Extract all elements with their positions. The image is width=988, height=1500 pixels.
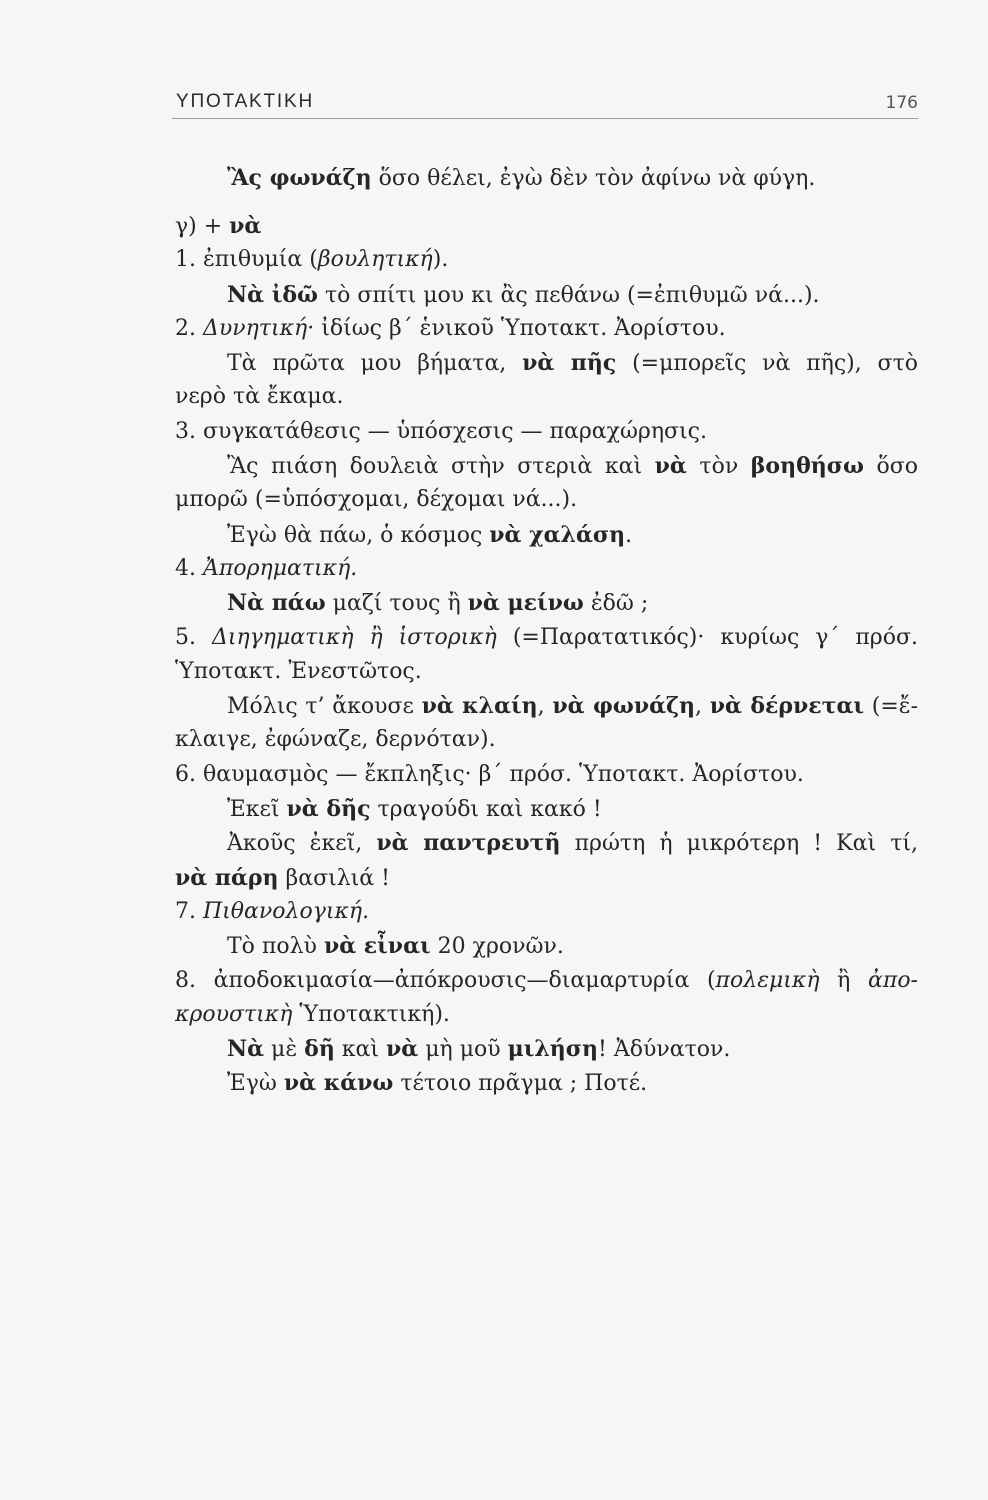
example-sentence	[175, 346, 918, 380]
plain-text: 8. ἀποδοκιμασία—ἀπόκρουσις—διαμαρτυρία (	[175, 967, 716, 993]
list-item-heading	[175, 758, 918, 792]
bold-term: νὰ χαλάση	[489, 521, 626, 548]
plain-text: Τὸ πολὺ	[227, 934, 324, 960]
bold-term: μιλήση	[507, 1036, 598, 1063]
plain-text: Μόλις τ’ ἄκουσε	[227, 694, 422, 720]
bold-term: Νὰ	[227, 1036, 265, 1063]
plain-text: (=Παρατατικός)· κυρίως γ΄ πρόσ.	[496, 624, 918, 650]
plain-text: πρώτη ἡ μικρότερη ! Καὶ τί,	[560, 831, 918, 857]
italic-term: Διηγηματικὴ ἢ ἱστορικὴ	[211, 624, 497, 650]
plain-text: Ἐκεῖ	[227, 797, 287, 823]
plain-text: (=ἔ-	[864, 694, 919, 720]
running-title: ΥΠΟΤΑΚΤΙΚΗ	[176, 91, 314, 112]
list-item-heading	[175, 312, 918, 346]
plain-text: ,	[537, 694, 553, 720]
plain-text: κλαιγε, ἐφώναζε, δερνόταν).	[175, 727, 496, 753]
plain-text: ).	[432, 247, 449, 273]
example-sentence	[175, 518, 918, 552]
bold-term: δῆ	[304, 1036, 335, 1063]
plain-text: Ὑποτακτική).	[292, 1001, 450, 1027]
plain-text: ,	[695, 694, 710, 720]
plain-text: μὴ μοῦ	[418, 1037, 508, 1063]
bold-term: Ἂς φωνάζη	[227, 165, 372, 191]
continued-line	[175, 998, 918, 1032]
plain-text: γ) +	[175, 213, 230, 239]
bold-term: νὰ φωνάζη	[552, 693, 696, 720]
plain-text: καὶ	[334, 1037, 387, 1063]
bold-term: νὰ δέρνεται	[709, 693, 865, 720]
plain-text: 20 χρονῶν.	[430, 934, 564, 960]
bold-term: νὰ	[229, 212, 262, 239]
plain-text: Ὑποτακτ. Ἐνεστῶτος.	[175, 658, 422, 684]
continued-line	[175, 655, 918, 689]
plain-text: Ἐγὼ θὰ πάω, ὁ κόσμος	[227, 522, 490, 548]
plain-text: 5.	[175, 624, 212, 650]
plain-text: (=μπορεῖς νὰ πῆς), στὸ	[616, 351, 918, 377]
bold-term: νὰ πῆς	[522, 350, 617, 377]
plain-text: τέτοιο πρᾶγμα ; Ποτέ.	[393, 1071, 648, 1097]
bold-term: νὰ παντρευτῆ	[376, 830, 561, 857]
plain-text: μὲ	[264, 1037, 305, 1063]
plain-text: Ἂς πιάση δουλειὰ στὴν στεριὰ καὶ	[227, 454, 655, 480]
example-sentence	[175, 792, 918, 826]
plain-text: ὅσο	[863, 454, 918, 480]
italic-term: ἀπο-	[868, 967, 918, 993]
example-sentence	[175, 586, 918, 620]
plain-text: Ἐγὼ	[227, 1071, 284, 1097]
plain-text: ἰδίως β΄ ἑνικοῦ Ὑποτακτ. Ἀορίστου.	[314, 315, 726, 341]
bold-term: νὰ πάρη	[175, 864, 279, 891]
plain-text: Τὰ πρῶτα μου βήματα,	[227, 351, 523, 377]
bold-term: βοηθήσω	[750, 453, 864, 480]
bold-term: νὰ εἶναι	[323, 933, 431, 960]
plain-text: βασιλιά !	[278, 865, 390, 891]
plain-text: ὅσο θέλει, ἐγὼ δὲν τὸν ἀφίνω νὰ φύγη.	[371, 166, 816, 191]
bold-term: νὰ	[386, 1036, 419, 1063]
plain-text: μαζί τους ἢ	[325, 591, 468, 617]
plain-text: τὸ σπίτι μου κι ἂς πεθάνω (=ἐπιθυμῶ νά...).	[317, 282, 820, 308]
plain-text: .	[625, 522, 633, 548]
plain-text: τὸν	[686, 454, 751, 480]
list-item-heading	[175, 964, 918, 998]
continued-line	[175, 380, 918, 414]
page-number: 176	[885, 93, 918, 113]
example-sentence	[175, 929, 918, 963]
continued-line	[175, 861, 918, 895]
header-rule	[172, 118, 918, 119]
bold-term: νὰ μείνω	[467, 590, 584, 617]
plain-text: μπορῶ (=ὑπόσχομαι, δέχομαι νά...).	[175, 487, 578, 513]
plain-text: 2.	[175, 315, 203, 341]
continued-line	[175, 483, 918, 517]
list-item-heading	[175, 895, 918, 929]
example-sentence	[175, 161, 918, 195]
italic-term: βουλητική	[317, 247, 433, 273]
bold-term: Νὰ πάω	[227, 590, 326, 617]
plain-text: 3. συγκατάθεσις — ὑπόσχεσις — παραχώρησις.	[175, 418, 707, 444]
example-sentence	[175, 278, 918, 312]
plain-text: τραγούδι καὶ κακό !	[370, 797, 602, 823]
plain-text: 7.	[175, 898, 203, 924]
bold-term: νὰ	[654, 453, 687, 480]
bold-term: νὰ δῆς	[286, 796, 371, 823]
plain-text: 4.	[175, 555, 203, 581]
italic-term: κρουστικὴ	[175, 1001, 293, 1027]
plain-text: Ἀκοῦς ἐκεῖ,	[227, 831, 377, 857]
subsection-heading	[175, 209, 918, 243]
example-sentence	[175, 826, 918, 860]
italic-term: Δυνητική·	[202, 315, 315, 341]
example-sentence	[175, 449, 918, 483]
italic-term: Ἀπορηματική.	[202, 555, 358, 581]
italic-term: Πιθανολογική.	[202, 898, 370, 924]
bold-term: Νὰ ἰδῶ	[227, 281, 318, 308]
continued-line	[175, 723, 918, 757]
page-body	[175, 161, 918, 1101]
bold-term: νὰ κάνω	[283, 1070, 394, 1097]
list-item-heading	[175, 415, 918, 449]
plain-text: νερὸ τὰ ἔκαμα.	[175, 384, 344, 410]
list-item-heading	[175, 621, 918, 655]
example-sentence	[175, 1066, 918, 1100]
bold-term: νὰ κλαίη	[421, 693, 538, 720]
example-sentence	[175, 1032, 918, 1066]
plain-text: ἢ	[819, 967, 868, 993]
example-sentence	[175, 689, 918, 723]
plain-text: 6. θαυμασμὸς — ἔκπληξις· β΄ πρόσ. Ὑποτακτ. Ἀορίστου.	[175, 761, 804, 787]
italic-term: πολεμικὴ	[715, 967, 820, 993]
plain-text: ἐδῶ ;	[583, 591, 649, 617]
plain-text: ! Ἀδύνατον.	[598, 1037, 731, 1063]
list-item-heading	[175, 243, 918, 277]
list-item-heading	[175, 552, 918, 586]
plain-text: 1. ἐπιθυμία (	[175, 247, 318, 273]
